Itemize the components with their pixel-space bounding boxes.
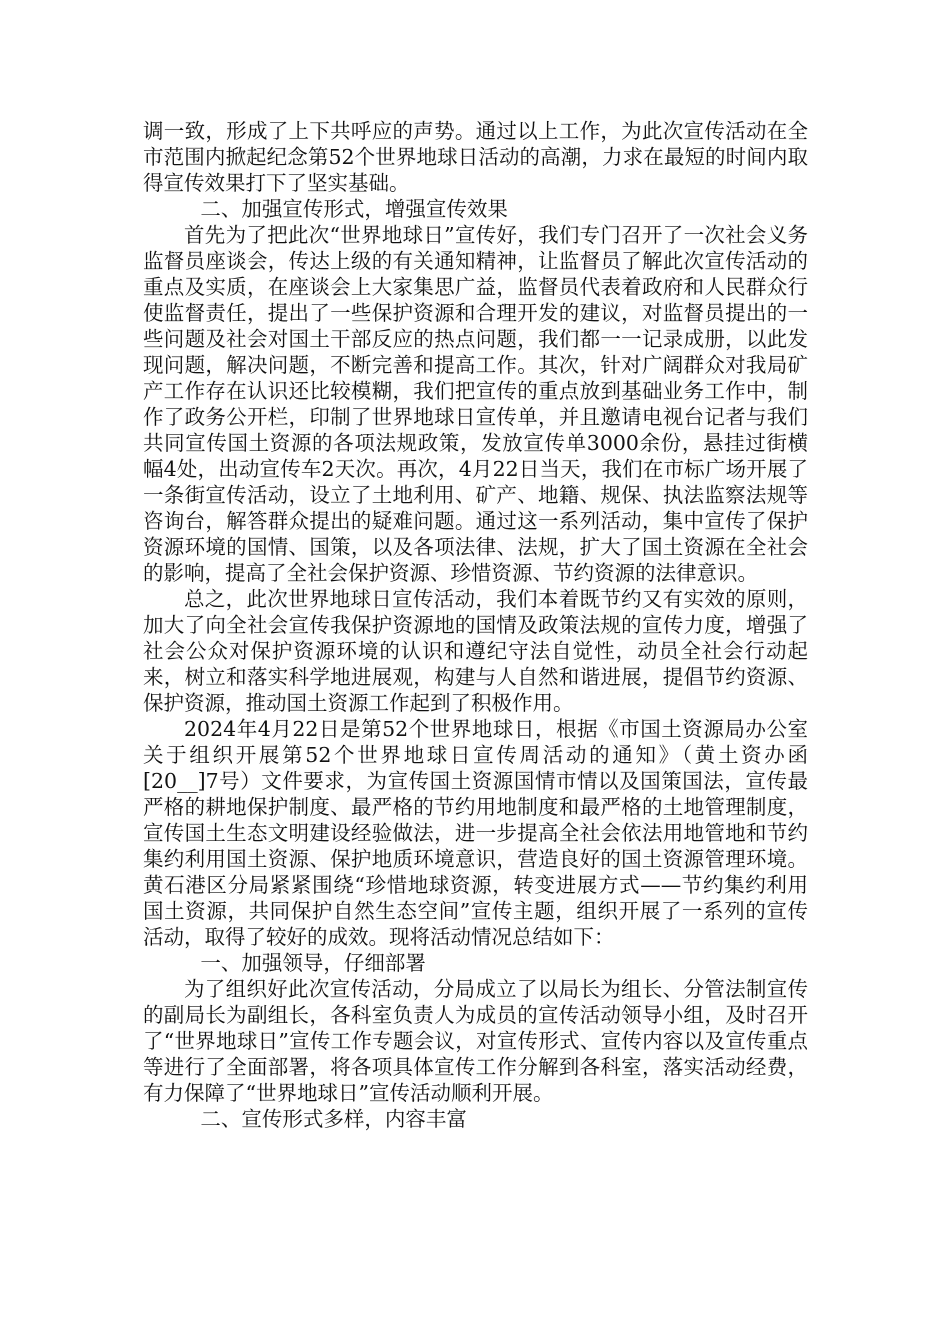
section-heading-publicity-form: 二、加强宣传形式，增强宣传效果 — [200, 197, 508, 221]
paragraph-continuation: 调一致，形成了上下共呼应的声势。通过以上工作，为此次宣传活动在全市范围内掀起纪念第52个世界地球日活动的高潮，力求在最短的时间内取得宣传效果打下了坚实基础。 — [143, 119, 808, 195]
paragraph-leadership-group: 为了组织好此次宣传活动，分局成立了以局长为组长、分管法制宣传的副局长为副组长，各科室负责人为成员的宣传活动领导小组，及时召开了“世界地球日”宣传工作专题会议，对宣传形式、宣传内容以及宣传重点等进行了全面部署，将各项具体宣传工作分解到各科室，落实活动经费，有力保障了“世界地球日”宣传活动顺利开展。 — [143, 977, 808, 1105]
paragraph-earth-day-2024: 2024年4月22日是第52个世界地球日，根据《市国土资源局办公室关于组织开展第52个世界地球日宣传周活动的通知》（黄土资办函[20__]7号）文件要求，为宣传国土资源国情市情以及国策国法，宣传最严格的耕地保护制度、最严格的节约用地制度和最严格的土地管理制度，宣传国土生态文明建设经验做法，进一步提高全社会依法用地管地和节约集约利用国土资源、保护地质环境意识，营造良好的国土资源管理环境。黄石港区分局紧紧围绕“珍惜地球资源，转变进展方式——节约集约利用国土资源，共同保护自然生态空间”宣传主题，组织开展了一系列的宣传活动，取得了较好的成效。现将活动情况总结如下： — [143, 717, 808, 949]
paragraph-summary: 总之，此次世界地球日宣传活动，我们本着既节约又有实效的原则，加大了向全社会宣传我保护资源地的国情及政策法规的宣传力度，增强了社会公众对保护资源环境的认识和遵纪守法自觉性，动员全社会行动起来，树立和落实科学地进展观，构建与人自然和谐进展，提倡节约资源、保护资源，推动国土资源工作起到了积极作用。 — [143, 587, 808, 715]
section-heading-leadership: 一、加强领导，仔细部署 — [200, 951, 426, 975]
document-page — [143, 118, 808, 1132]
paragraph-publicity-activities: 首先为了把此次“世界地球日”宣传好，我们专门召开了一次社会义务监督员座谈会，传达上级的有关通知精神，让监督员了解此次宣传活动的重点及实质，在座谈会上大家集思广益，监督员代表着政府和人民群众行使监督责任，提出了一些保护资源和合理开发的建议，对监督员提出的一些问题及社会对国土干部反应的热点问题，我们都一一记录成册，以此发现问题，解决问题，不断完善和提高工作。其次，针对广阔群众对我局矿产工作存在认识还比较模糊，我们把宣传的重点放到基础业务工作中，制作了政务公开栏，印制了世界地球日宣传单，并且邀请电视台记者与我们共同宣传国土资源的各项法规政策，发放宣传单3000余份，悬挂过街横幅4处，出动宣传车2天次。再次，4月22日当天，我们在市标广场开展了一条街宣传活动，设立了土地利用、矿产、地籍、规保、执法监察法规等咨询台，解答群众提出的疑难问题。通过这一系列活动，集中宣传了保护资源环境的国情、国策，以及各项法律、法规，扩大了国土资源在全社会的影响，提高了全社会保护资源、珍惜资源、节约资源的法律意识。 — [143, 223, 808, 585]
section-heading-diverse-forms: 二、宣传形式多样，内容丰富 — [200, 1107, 467, 1131]
